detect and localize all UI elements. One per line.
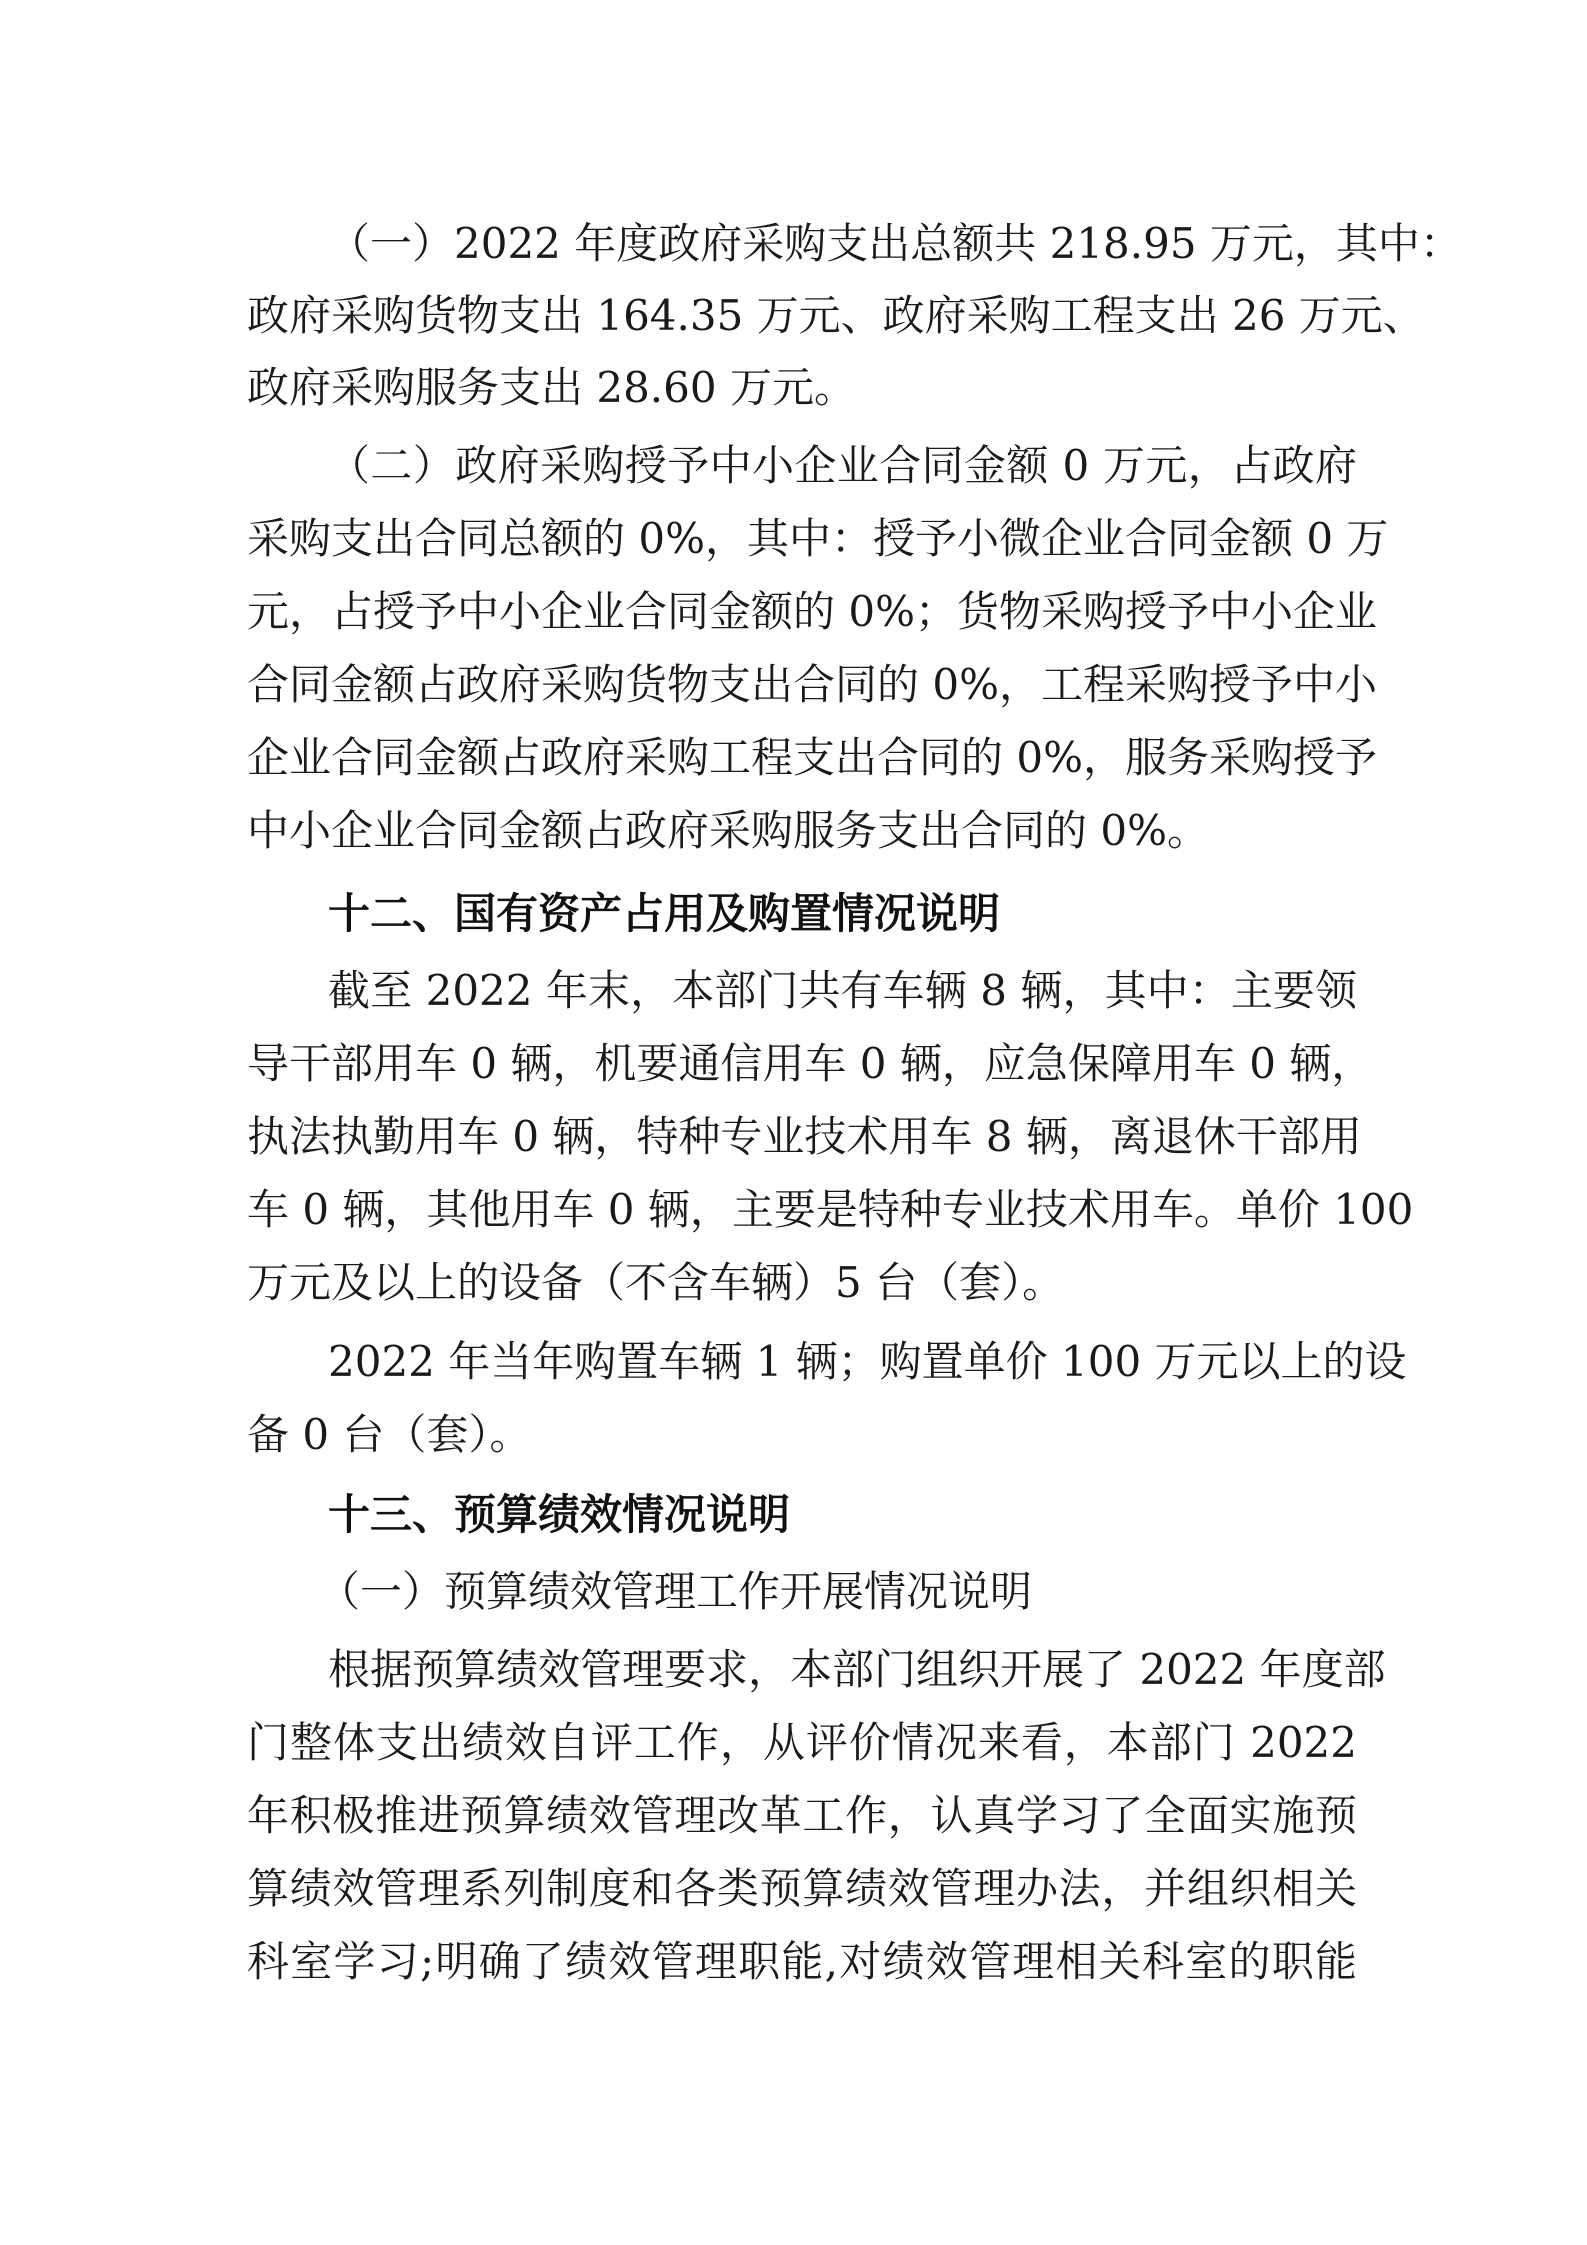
assets-line-2: 导干部用车 0 辆，机要通信用车 0 辆，应急保障用车 0 辆， bbox=[247, 1039, 1374, 1088]
sme-contract-line-5: 企业合同金额占政府采购工程支出合同的 0%，服务采购授予 bbox=[247, 733, 1377, 782]
sme-contract-line-1: （二）政府采购授予中小企业合同金额 0 万元，占政府 bbox=[328, 441, 1357, 490]
performance-line-5: 科室学习;明确了绩效管理职能,对绩效管理相关科室的职能 bbox=[247, 1937, 1357, 1986]
performance-line-2: 门整体支出绩效自评工作，从评价情况来看，本部门 2022 bbox=[247, 1718, 1357, 1767]
procurement-total-line-2: 政府采购货物支出 164.35 万元、政府采购工程支出 26 万元、 bbox=[247, 291, 1425, 340]
purchase-line-2: 备 0 台（套）。 bbox=[247, 1410, 532, 1459]
sme-contract-line-3: 元，占授予中小企业合同金额的 0%；货物采购授予中小企业 bbox=[247, 587, 1377, 636]
procurement-total-line-1: （一）2022 年度政府采购支出总额共 218.95 万元，其中： bbox=[328, 219, 1462, 268]
sme-contract-line-6: 中小企业合同金额占政府采购服务支出合同的 0%。 bbox=[247, 806, 1209, 855]
section-heading-state-assets: 十二、国有资产占用及购置情况说明 bbox=[328, 889, 1001, 938]
assets-line-4: 车 0 辆，其他用车 0 辆，主要是特种专业技术用车。单价 100 bbox=[247, 1185, 1414, 1234]
performance-line-3: 年积极推进预算绩效管理改革工作，认真学习了全面实施预 bbox=[247, 1791, 1357, 1840]
sme-contract-line-4: 合同金额占政府采购货物支出合同的 0%，工程采购授予中小 bbox=[247, 660, 1377, 709]
procurement-total-line-3: 政府采购服务支出 28.60 万元。 bbox=[247, 363, 856, 412]
assets-line-3: 执法执勤用车 0 辆，特种专业技术用车 8 辆，离退休干部用 bbox=[247, 1112, 1362, 1161]
sme-contract-line-2: 采购支出合同总额的 0%，其中：授予小微企业合同金额 0 万 bbox=[247, 514, 1389, 563]
assets-line-1: 截至 2022 年末，本部门共有车辆 8 辆，其中：主要领 bbox=[328, 966, 1357, 1015]
assets-line-5: 万元及以上的设备（不含车辆）5 台（套）。 bbox=[247, 1258, 1065, 1307]
purchase-line-1: 2022 年当年购置车辆 1 辆；购置单价 100 万元以上的设 bbox=[328, 1337, 1407, 1386]
subheading-performance-management: （一）预算绩效管理工作开展情况说明 bbox=[318, 1567, 1033, 1616]
section-heading-budget-performance: 十三、预算绩效情况说明 bbox=[328, 1490, 791, 1539]
performance-line-1: 根据预算绩效管理要求，本部门组织开展了 2022 年度部 bbox=[328, 1645, 1386, 1694]
performance-line-4: 算绩效管理系列制度和各类预算绩效管理办法，并组织相关 bbox=[247, 1864, 1357, 1913]
